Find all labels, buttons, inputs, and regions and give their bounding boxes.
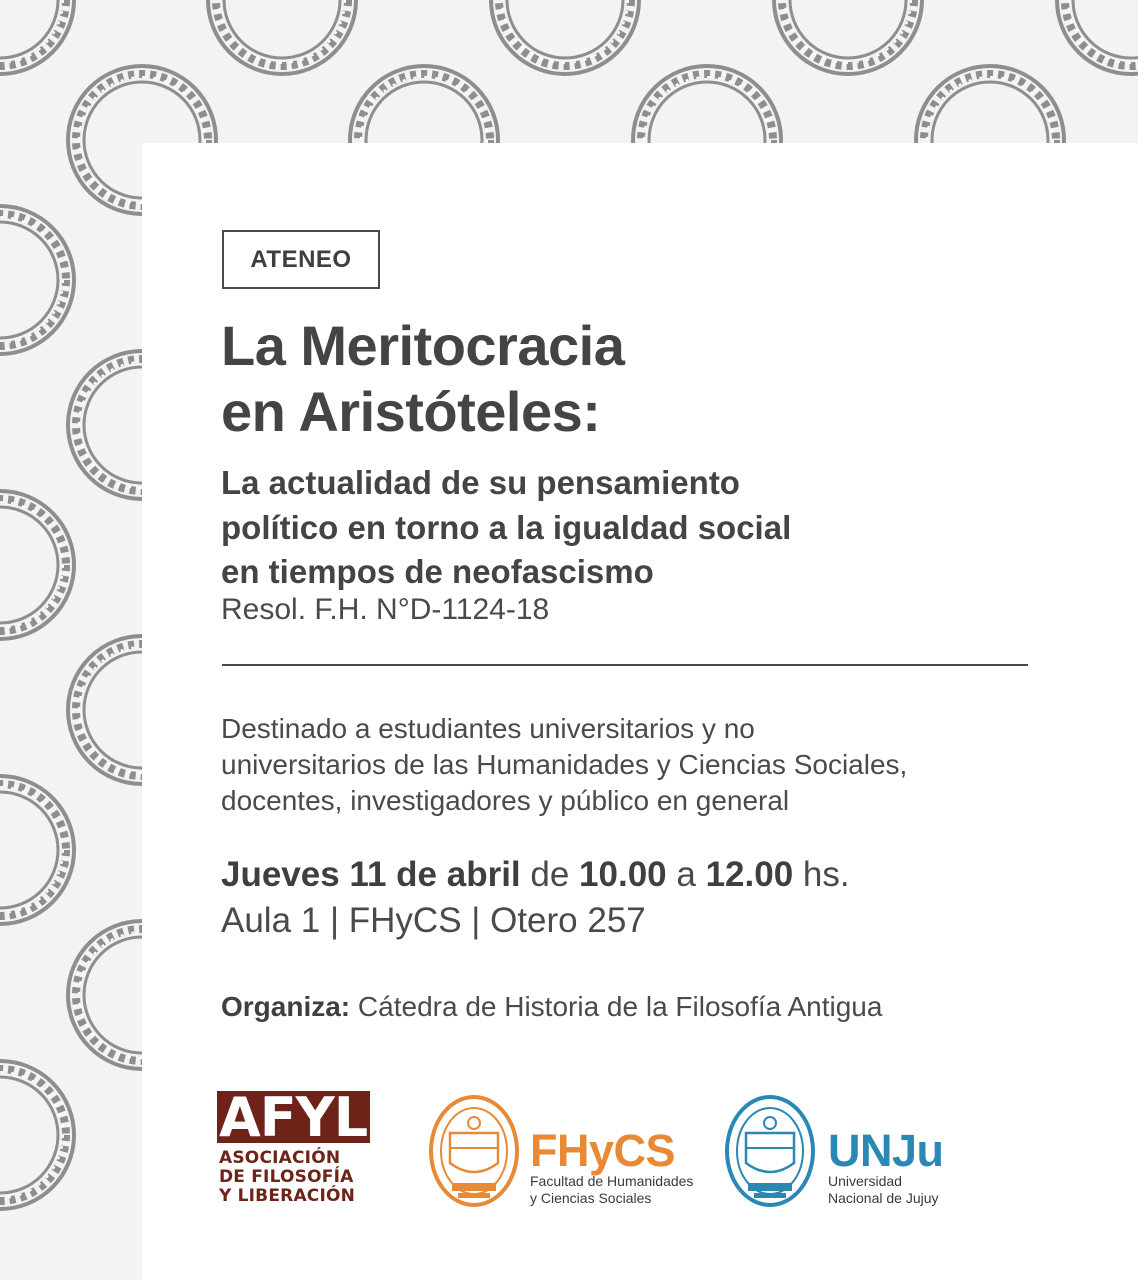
organizer-name: Cátedra de Historia de la Filosofía Antigua xyxy=(357,991,883,1022)
subtitle-line: en tiempos de neofascismo xyxy=(221,553,654,590)
unju-line: Universidad xyxy=(828,1173,902,1189)
from-word: de xyxy=(530,855,570,894)
greek-key-ring-icon xyxy=(0,206,74,354)
afyl-full-name xyxy=(219,1149,355,1206)
afyl-line: ASOCIACIÓN xyxy=(219,1148,341,1168)
greek-key-ring-icon xyxy=(491,0,639,74)
start-time: 10.00 xyxy=(579,855,667,894)
event-type-tag: ATENEO xyxy=(222,230,380,289)
audience-text xyxy=(221,711,907,819)
divider xyxy=(222,664,1028,666)
unju-seal-icon xyxy=(724,1093,816,1209)
fhycs-full-name xyxy=(530,1173,693,1207)
event-datetime xyxy=(221,853,850,897)
event-location: Aula 1 | FHyCS | Otero 257 xyxy=(221,901,646,940)
fhycs-seal-icon xyxy=(428,1093,520,1209)
greek-key-ring-icon xyxy=(0,776,74,924)
unju-name: UNJu xyxy=(828,1125,944,1176)
event-title xyxy=(221,313,624,445)
subtitle-line: La actualidad de su pensamiento xyxy=(221,464,740,501)
title-line: La Meritocracia xyxy=(221,314,625,377)
event-date: Jueves 11 de abril xyxy=(221,855,521,894)
end-time: 12.00 xyxy=(705,855,794,894)
title-line: en Aristóteles: xyxy=(221,380,601,443)
afyl-logo xyxy=(217,1086,377,1211)
greek-key-ring-icon xyxy=(1057,0,1138,74)
afyl-line: Y LIBERACIÓN xyxy=(219,1186,356,1206)
organizer xyxy=(221,989,882,1025)
to-word: a xyxy=(676,855,696,894)
unju-full-name xyxy=(828,1173,939,1207)
greek-key-ring-icon xyxy=(0,1061,74,1209)
fhycs-line: y Ciencias Sociales xyxy=(530,1190,652,1206)
afyl-acronym: AFYL xyxy=(217,1091,370,1143)
time-unit: hs. xyxy=(802,855,850,894)
greek-key-ring-icon xyxy=(0,0,74,74)
organizer-label: Organiza: xyxy=(221,991,351,1022)
event-card xyxy=(142,143,1138,1280)
afyl-line: DE FILOSOFÍA xyxy=(219,1167,354,1187)
subtitle-line: político en torno a la igualdad social xyxy=(221,508,792,546)
resolution-number: Resol. F.H. N°D-1124-18 xyxy=(221,593,550,626)
fhycs-name: FHyCS xyxy=(530,1125,676,1176)
greek-key-ring-icon xyxy=(774,0,922,74)
audience-line: Destinado a estudiantes universitarios y no xyxy=(221,713,755,744)
event-subtitle xyxy=(221,461,791,595)
audience-line: universitarios de las Humanidades y Ciencias Sociales, xyxy=(221,749,908,780)
greek-key-ring-icon xyxy=(0,491,74,639)
fhycs-line: Facultad de Humanidades xyxy=(530,1173,694,1189)
greek-key-ring-icon xyxy=(208,0,356,74)
audience-line: docentes, investigadores y público en general xyxy=(221,785,790,816)
unju-line: Nacional de Jujuy xyxy=(828,1190,939,1206)
